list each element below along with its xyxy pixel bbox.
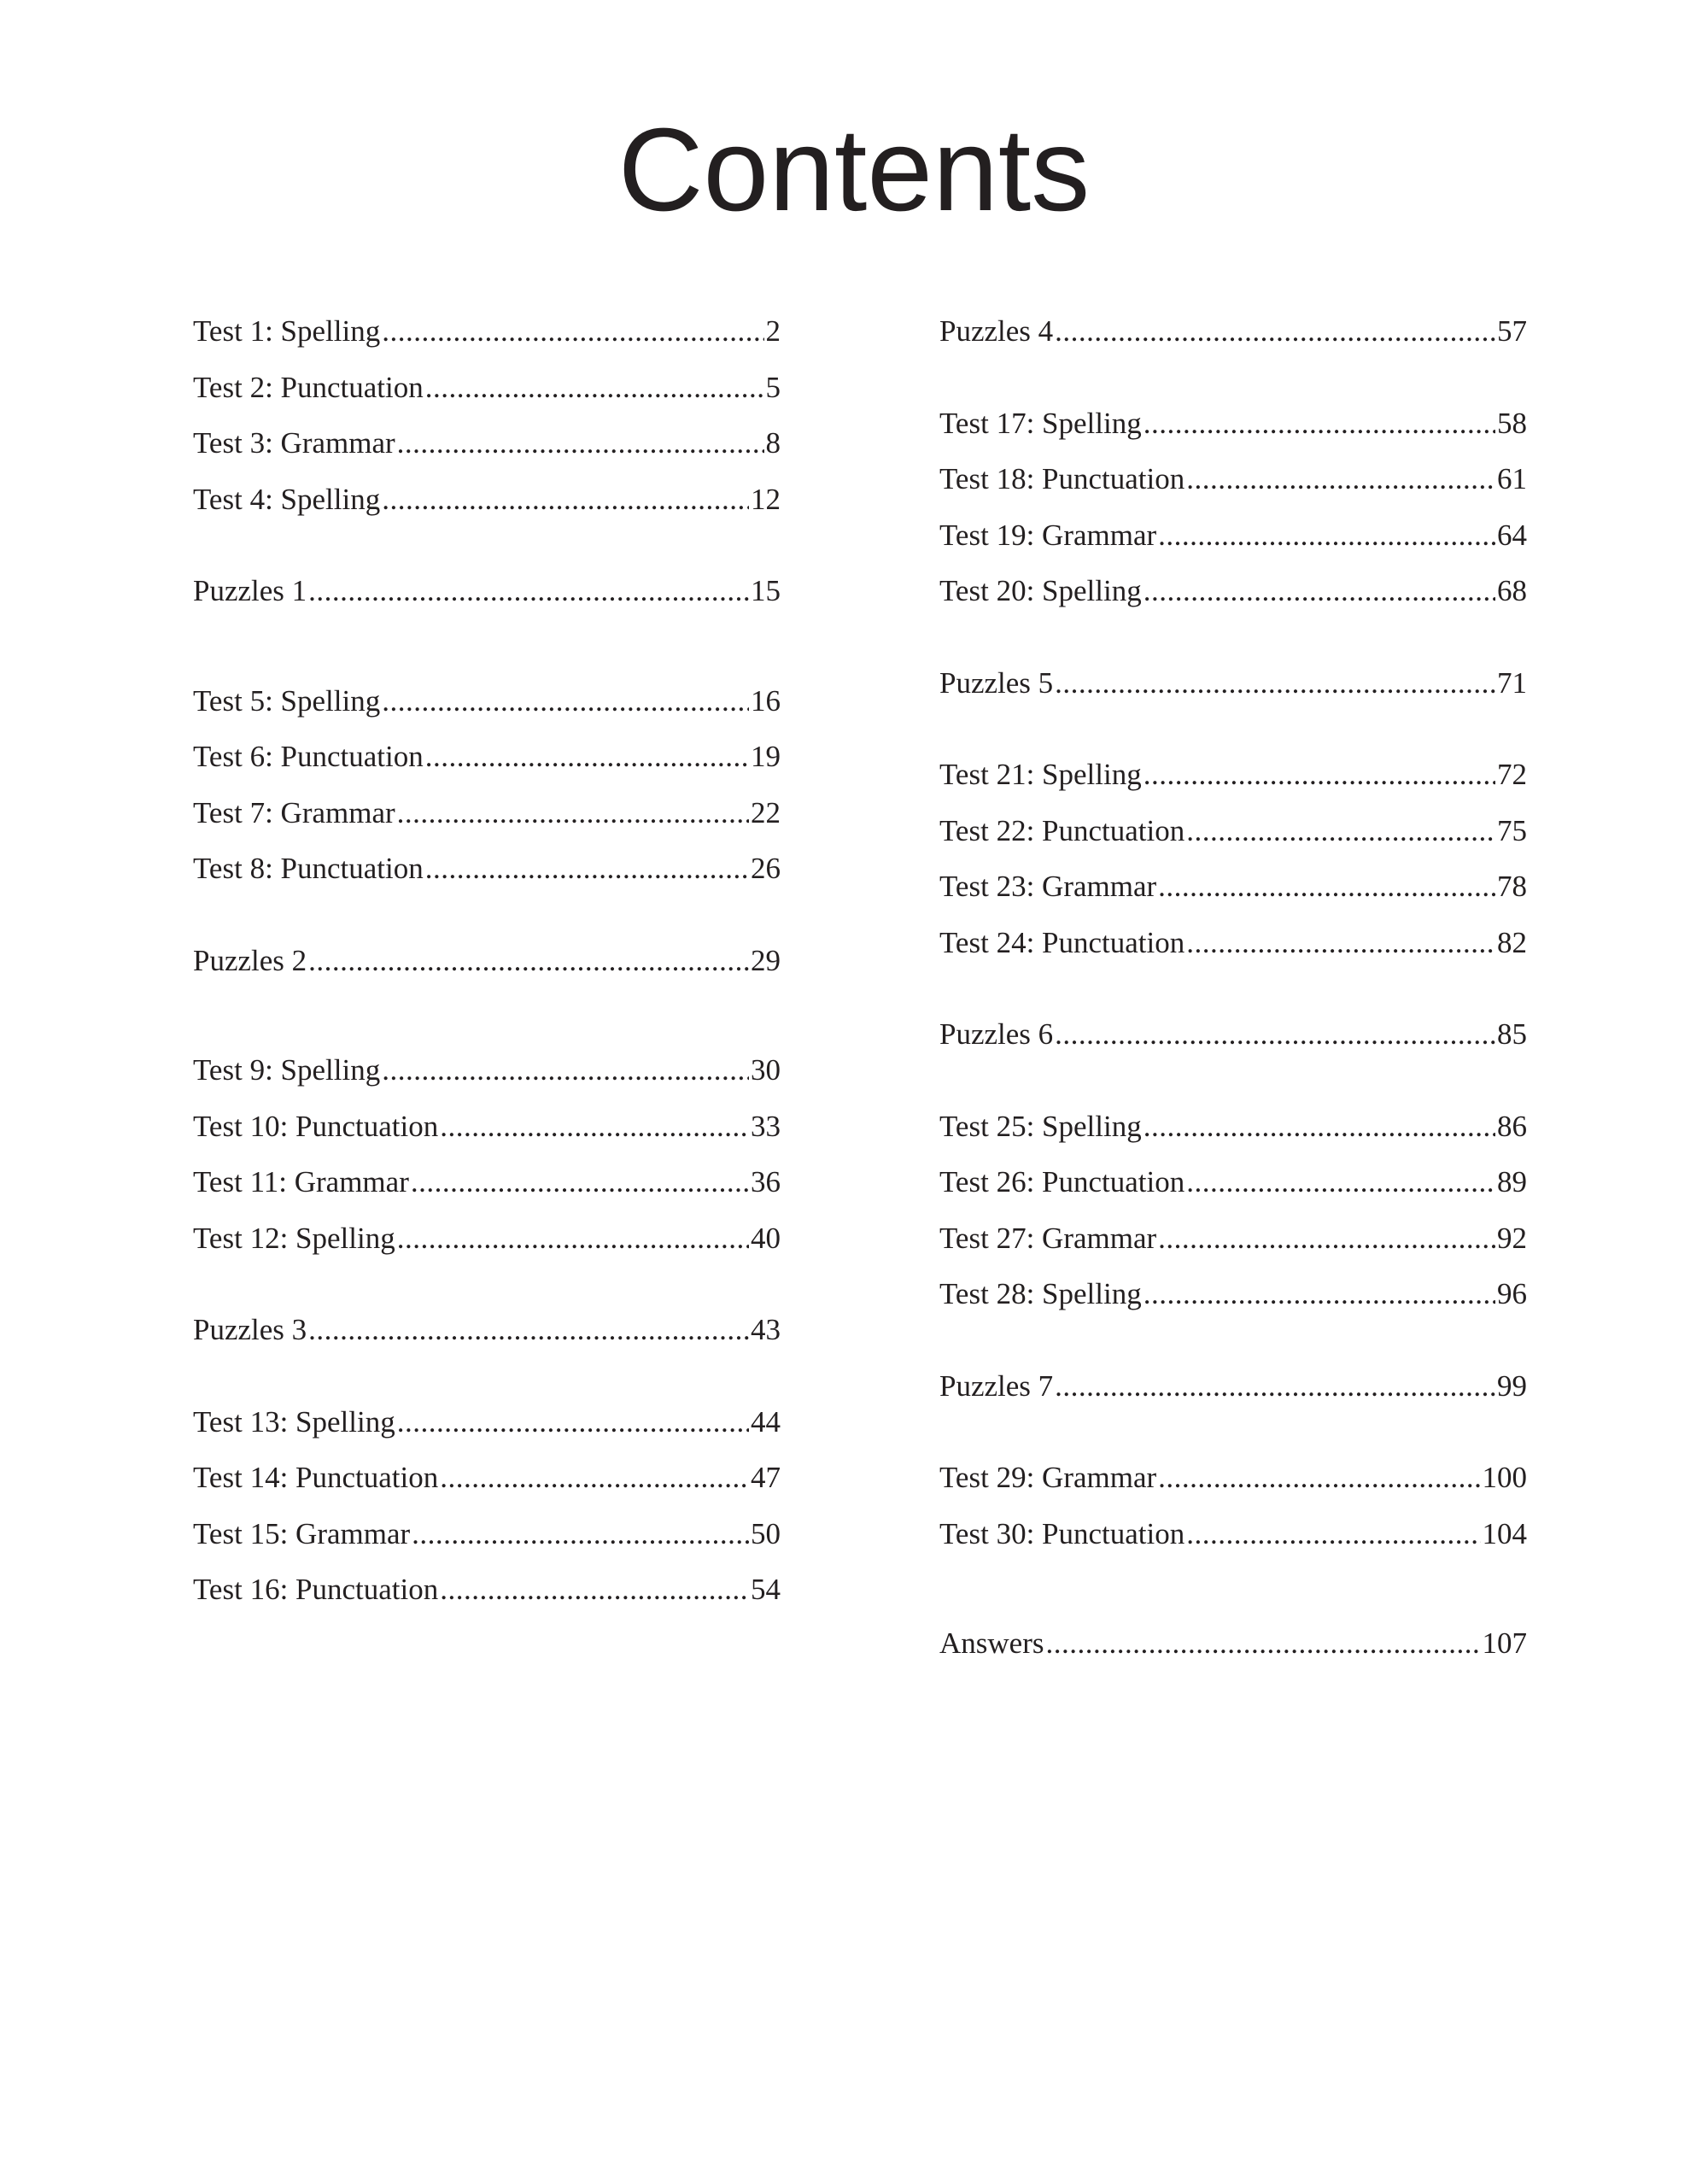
toc-entry-page: 100: [1482, 1461, 1527, 1494]
toc-entry-page: 54: [751, 1573, 781, 1606]
dot-leader: [440, 1569, 749, 1610]
toc-entry[interactable]: [193, 367, 781, 424]
toc-entry-label: Test 2: Punctuation: [193, 370, 424, 404]
toc-entry-label: Test 24: Punctuation: [939, 925, 1185, 959]
toc-entry-label: Test 26: Punctuation: [939, 1165, 1185, 1198]
toc-entry[interactable]: [939, 1514, 1527, 1570]
dot-leader: [1055, 1366, 1495, 1407]
toc-entry[interactable]: [939, 754, 1527, 811]
dot-leader: [411, 1162, 749, 1203]
toc-entry-page: 2: [765, 314, 781, 348]
toc-entry[interactable]: [193, 1162, 781, 1218]
toc-entry[interactable]: [939, 459, 1527, 515]
dot-leader: [382, 311, 763, 352]
toc-entry-label: Test 4: Spelling: [193, 482, 381, 516]
dot-leader: [308, 941, 749, 982]
toc-entry[interactable]: [193, 681, 781, 737]
toc-entry[interactable]: [193, 479, 781, 536]
toc-entry-label: Test 30: Punctuation: [939, 1516, 1185, 1550]
toc-entry[interactable]: [939, 1457, 1527, 1514]
toc-entry[interactable]: [193, 1310, 781, 1366]
toc-entry-label: Test 1: Spelling: [193, 314, 381, 348]
dot-leader: [397, 423, 764, 464]
dot-leader: [382, 479, 749, 520]
toc-entry-label: Test 28: Spelling: [939, 1277, 1142, 1310]
toc-entry[interactable]: [193, 1402, 781, 1458]
toc-entry-label: Test 29: Grammar: [939, 1461, 1157, 1494]
toc-entry-page: 96: [1497, 1277, 1527, 1310]
dot-leader: [1144, 571, 1495, 612]
toc-entry-page: 89: [1497, 1165, 1527, 1198]
toc-entry-label: Test 14: Punctuation: [193, 1461, 439, 1494]
toc-entry-page: 64: [1497, 518, 1527, 552]
toc-entry-label: Test 15: Grammar: [193, 1516, 411, 1550]
toc-entry[interactable]: [939, 571, 1527, 627]
toc-entry[interactable]: [193, 1514, 781, 1570]
dot-leader: [1055, 663, 1495, 704]
toc-entry-page: 29: [751, 943, 781, 977]
toc-entry-label: Test 5: Spelling: [193, 683, 381, 718]
dot-leader: [425, 736, 749, 777]
dot-leader: [1186, 811, 1495, 852]
toc-entry-page: 86: [1497, 1109, 1527, 1143]
toc-entry[interactable]: [939, 663, 1527, 719]
dot-leader: [1158, 515, 1495, 556]
toc-entry-page: 12: [751, 482, 781, 516]
toc-entry-label: Test 17: Spelling: [939, 406, 1142, 440]
toc-entry-label: Test 11: Grammar: [193, 1165, 409, 1198]
toc-entry-page: 40: [751, 1221, 781, 1255]
toc-entry-page: 33: [751, 1109, 781, 1143]
toc-entry-label: Test 6: Punctuation: [193, 740, 424, 773]
toc-entry-page: 16: [751, 683, 781, 718]
toc-entry-page: 82: [1497, 925, 1527, 959]
toc-entry[interactable]: [939, 811, 1527, 867]
toc-entry[interactable]: [939, 311, 1527, 367]
toc-entry[interactable]: [939, 1218, 1527, 1275]
toc-entry-page: 5: [765, 370, 781, 404]
toc-entry-page: 71: [1497, 665, 1527, 700]
dot-leader: [1186, 1514, 1480, 1555]
toc-entry[interactable]: [193, 736, 781, 793]
toc-entry-page: 61: [1497, 462, 1527, 495]
toc-entry-label: Puzzles 5: [939, 665, 1054, 700]
toc-entry-page: 44: [751, 1404, 781, 1439]
toc-entry[interactable]: [193, 311, 781, 367]
toc-column-left: [193, 311, 781, 1626]
dot-leader: [1055, 311, 1495, 352]
dot-leader: [440, 1106, 749, 1147]
toc-entry[interactable]: [939, 923, 1527, 979]
toc-entry-label: Test 27: Grammar: [939, 1221, 1157, 1255]
toc-entry[interactable]: [939, 1274, 1527, 1330]
toc-entry-label: Test 10: Punctuation: [193, 1109, 439, 1143]
dot-leader: [1144, 754, 1495, 795]
toc-entry-label: Test 25: Spelling: [939, 1109, 1142, 1143]
dot-leader: [397, 1218, 749, 1259]
toc-entry-label: Puzzles 1: [193, 574, 307, 607]
toc-entry[interactable]: [193, 1218, 781, 1275]
toc-entry-label: Test 22: Punctuation: [939, 813, 1185, 847]
dot-leader: [1144, 1274, 1495, 1315]
dot-leader: [1158, 1457, 1480, 1498]
toc-entry[interactable]: [939, 403, 1527, 460]
toc-entry-page: 92: [1497, 1221, 1527, 1255]
toc-entry-label: Test 18: Punctuation: [939, 462, 1185, 495]
toc-entry-label: Puzzles 7: [939, 1368, 1054, 1403]
toc-entry-page: 47: [751, 1461, 781, 1494]
toc-entry-label: Puzzles 3: [193, 1313, 307, 1346]
dot-leader: [382, 1050, 749, 1091]
toc-entry-page: 26: [751, 852, 781, 885]
dot-leader: [1186, 459, 1495, 500]
dot-leader: [308, 571, 749, 612]
toc-entry-page: 19: [751, 740, 781, 773]
toc-entry[interactable]: [193, 1569, 781, 1626]
toc-entry[interactable]: [193, 423, 781, 479]
toc-entry-label: Test 20: Spelling: [939, 574, 1142, 607]
toc-entry-label: Test 13: Spelling: [193, 1404, 395, 1439]
toc-entry-label: Puzzles 4: [939, 314, 1054, 348]
toc-entry-page: 58: [1497, 406, 1527, 440]
toc-entry-page: 50: [751, 1516, 781, 1550]
toc-entry-label: Test 3: Grammar: [193, 426, 395, 460]
toc-entry-page: 78: [1497, 870, 1527, 903]
toc-entry[interactable]: [939, 1162, 1527, 1218]
dot-leader: [425, 848, 749, 889]
toc-entry-page: 85: [1497, 1017, 1527, 1051]
dot-leader: [1055, 1014, 1495, 1055]
toc-entry-label: Test 12: Spelling: [193, 1221, 395, 1255]
toc-entry-page: 107: [1482, 1626, 1527, 1660]
toc-entry[interactable]: [193, 848, 781, 905]
toc-entry[interactable]: [193, 1050, 781, 1106]
toc-entry-label: Puzzles 6: [939, 1017, 1054, 1051]
dot-leader: [308, 1310, 749, 1351]
dot-leader: [425, 367, 764, 408]
dot-leader: [412, 1514, 749, 1555]
toc-entry[interactable]: [939, 866, 1527, 923]
toc-entry-label: Answers: [939, 1626, 1044, 1660]
toc-entry-label: Test 16: Punctuation: [193, 1573, 439, 1606]
toc-entry[interactable]: [939, 515, 1527, 571]
toc-entry-label: Puzzles 2: [193, 943, 307, 977]
toc-entry-page: 15: [751, 574, 781, 607]
page-title: Contents: [617, 104, 1091, 236]
dot-leader: [1045, 1623, 1480, 1664]
toc-entry[interactable]: [939, 1014, 1527, 1070]
toc-entry-page: 104: [1482, 1516, 1527, 1550]
dot-leader: [1186, 923, 1495, 964]
toc-entry-label: Test 23: Grammar: [939, 870, 1157, 903]
toc-entry-page: 75: [1497, 813, 1527, 847]
toc-entry-page: 43: [751, 1313, 781, 1346]
toc-entry-page: 57: [1497, 314, 1527, 348]
dot-leader: [1144, 403, 1495, 444]
dot-leader: [1158, 866, 1495, 907]
toc-entry-page: 22: [751, 795, 781, 829]
dot-leader: [1144, 1106, 1495, 1147]
toc-entry[interactable]: [939, 1366, 1527, 1422]
toc-entry-page: 36: [751, 1165, 781, 1198]
toc-entry[interactable]: [193, 793, 781, 849]
toc-entry-label: Test 8: Punctuation: [193, 852, 424, 885]
toc-entry-page: 30: [751, 1053, 781, 1087]
toc-entry[interactable]: [193, 571, 781, 627]
dot-leader: [440, 1457, 749, 1498]
toc-entry[interactable]: [939, 1623, 1527, 1679]
toc-entry-page: 99: [1497, 1368, 1527, 1403]
dot-leader: [397, 793, 749, 834]
dot-leader: [1186, 1162, 1495, 1203]
toc-entry-label: Test 7: Grammar: [193, 795, 395, 829]
toc-entry-page: 8: [765, 426, 781, 460]
toc-entry-label: Test 21: Spelling: [939, 758, 1142, 791]
dot-leader: [1158, 1218, 1495, 1259]
toc-entry-label: Test 19: Grammar: [939, 518, 1157, 552]
toc-column-right: [939, 311, 1527, 1679]
toc-entry-page: 68: [1497, 574, 1527, 607]
toc-entry[interactable]: [939, 1106, 1527, 1163]
toc-entry-page: 72: [1497, 758, 1527, 791]
dot-leader: [397, 1402, 749, 1443]
toc-entry[interactable]: [193, 941, 781, 997]
toc-entry[interactable]: [193, 1457, 781, 1514]
dot-leader: [382, 681, 749, 722]
toc-entry[interactable]: [193, 1106, 781, 1163]
toc-entry-label: Test 9: Spelling: [193, 1053, 381, 1087]
